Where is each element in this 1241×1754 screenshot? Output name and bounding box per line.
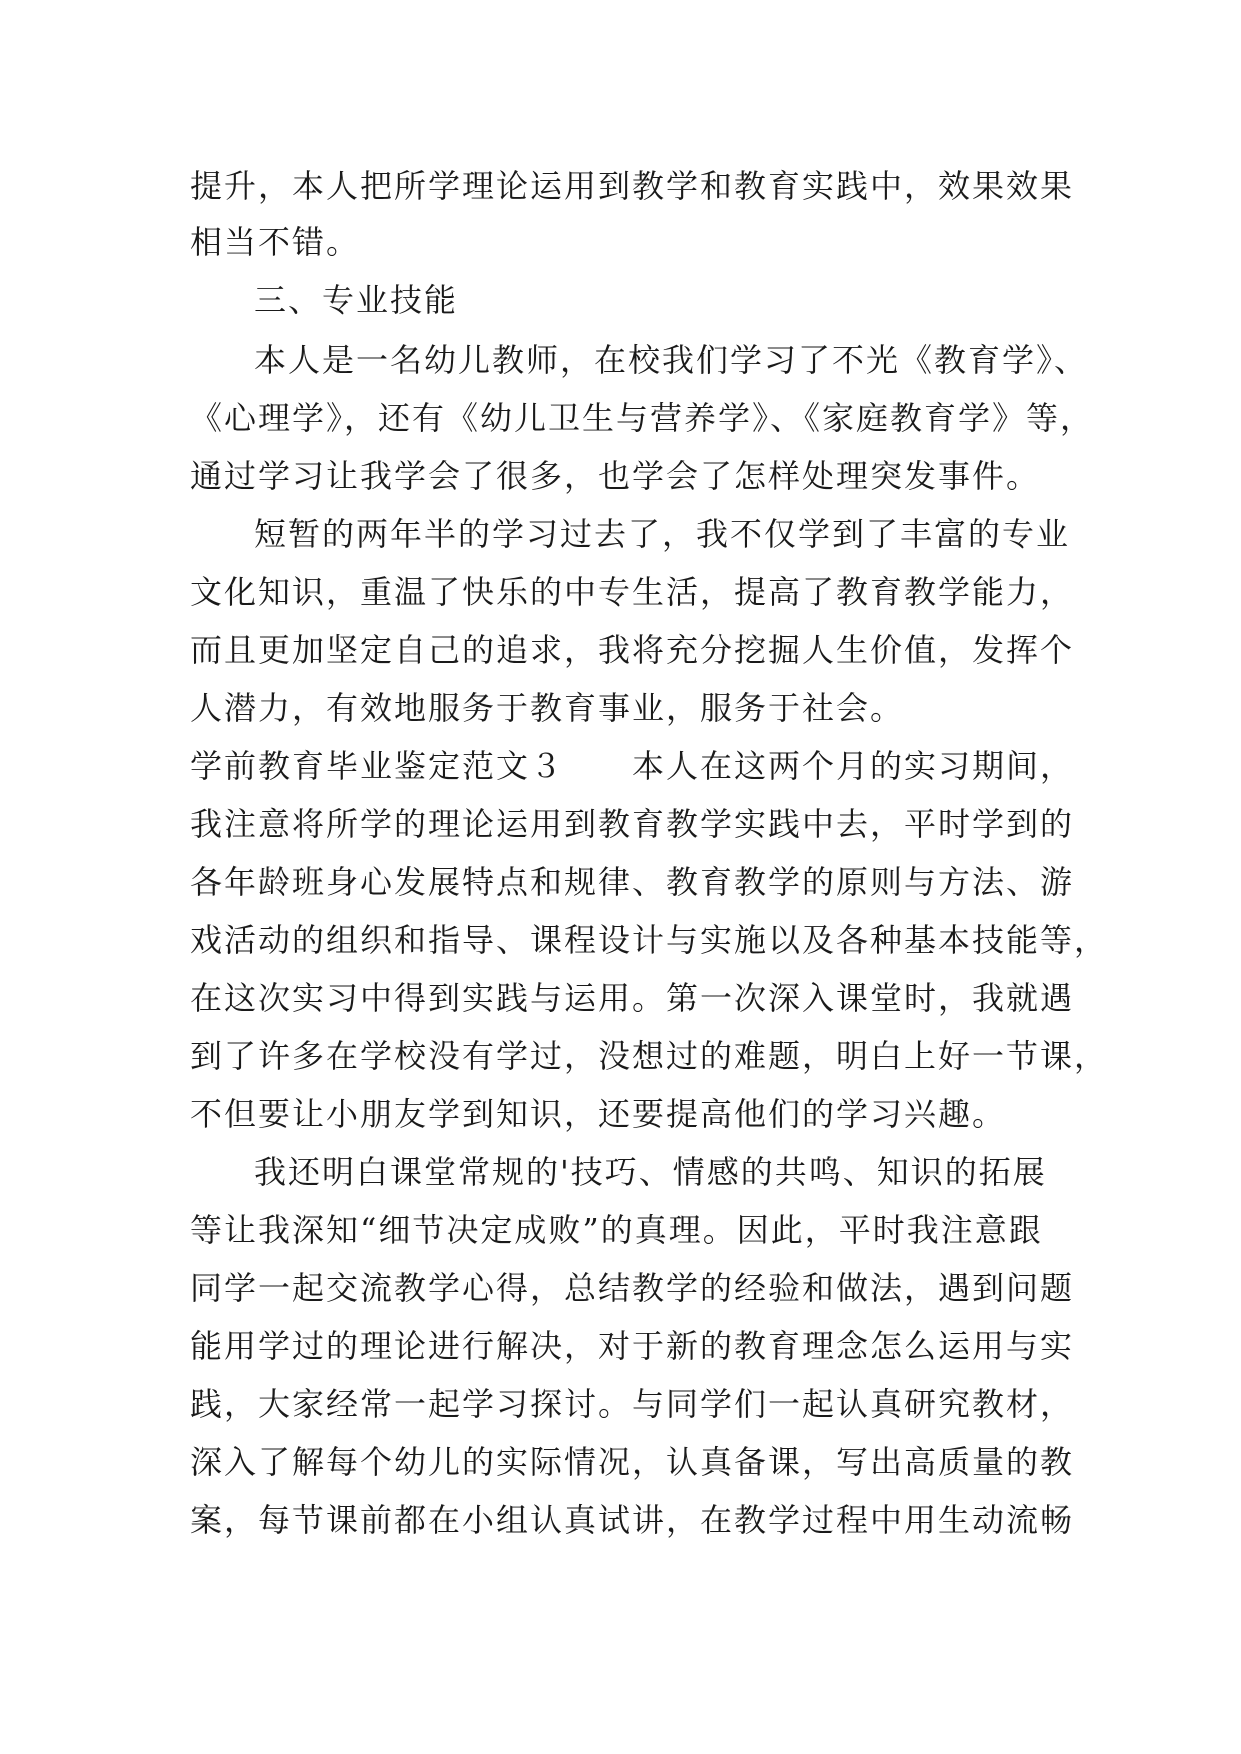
text-line: 《心理学》，还有《幼儿卫生与营养学》、《家庭教育学》等，: [190, 399, 1095, 437]
text-line: 等让我深知“细节决定成败”的真理。因此，平时我注意跟: [190, 1211, 1043, 1249]
text-line: 而且更加坚定自己的追求，我将充分挖掘人生价值，发挥个: [190, 631, 1075, 669]
text-line: 文化知识，重温了快乐的中专生活，提高了教育教学能力，: [190, 573, 1075, 611]
text-line: 戏活动的组织和指导、课程设计与实施以及各种基本技能等，: [190, 921, 1109, 959]
text-line: 人潜力，有效地服务于教育事业，服务于社会。: [190, 689, 905, 727]
text-line: 通过学习让我学会了很多，也学会了怎样处理突发事件。: [190, 457, 1041, 495]
text-line: 在这次实习中得到实践与运用。第一次深入课堂时，我就遇: [190, 979, 1075, 1017]
text-line: 我注意将所学的理论运用到教育教学实践中去，平时学到的: [190, 805, 1075, 843]
text-line: 不但要让小朋友学到知识，还要提高他们的学习兴趣。: [190, 1095, 1007, 1133]
text-line: 提升，本人把所学理论运用到教学和教育实践中，效果效果: [190, 167, 1075, 205]
text-line: 同学一起交流教学心得，总结教学的经验和做法，遇到问题: [190, 1269, 1075, 1307]
section-heading: 三、专业技能: [254, 281, 459, 319]
text-line: 各年龄班身心发展特点和规律、教育教学的原则与方法、游: [190, 863, 1075, 901]
text-line: 践，大家经常一起学习探讨。与同学们一起认真研究教材，: [190, 1385, 1075, 1423]
text-line: 深入了解每个幼儿的实际情况，认真备课，写出高质量的教: [190, 1443, 1075, 1481]
text-line: 到了许多在学校没有学过，没想过的难题，明白上好一节课，: [190, 1037, 1109, 1075]
text-line: 能用学过的理论进行解决，对于新的教育理念怎么运用与实: [190, 1327, 1075, 1365]
text-line: 我还明白课堂常规的'技巧、情感的共鸣、知识的拓展: [254, 1153, 1047, 1191]
text-line: 短暂的两年半的学习过去了，我不仅学到了丰富的专业: [254, 515, 1071, 553]
text-line: 本人是一名幼儿教师，在校我们学习了不光《教育学》、: [254, 341, 1089, 379]
text-line: 相当不错。: [190, 223, 361, 261]
text-line: 案，每节课前都在小组认真试讲，在教学过程中用生动流畅: [190, 1501, 1075, 1539]
article-title-line: 学前教育毕业鉴定范文３ 本人在这两个月的实习期间，: [190, 747, 1075, 785]
